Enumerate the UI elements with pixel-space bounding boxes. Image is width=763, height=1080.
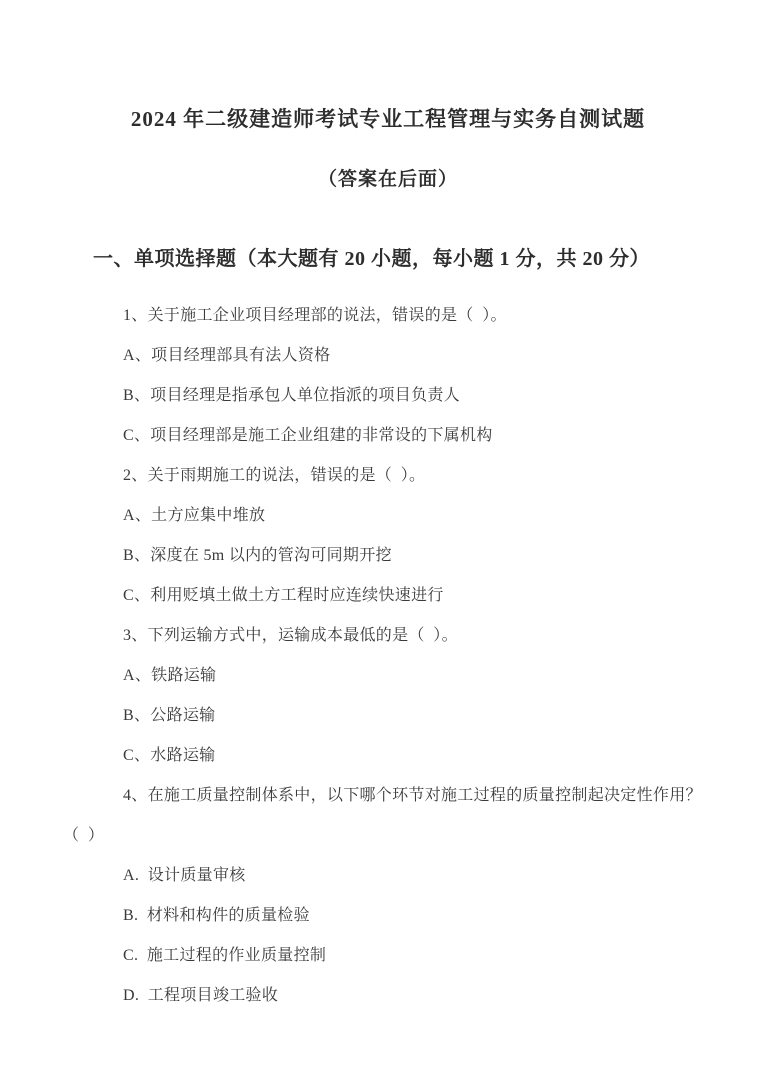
section-heading: 一、单项选择题（本大题有 20 小题，每小题 1 分，共 20 分）: [93, 248, 650, 270]
question-4-stem: 4、在施工质量控制体系中，以下哪个环节对施工过程的质量控制起决定性作用？: [123, 787, 702, 804]
question-4-stem-continuation: （ ）: [63, 827, 105, 844]
document-title: 2024 年二级建造师考试专业工程管理与实务自测试题: [130, 107, 646, 131]
question-1-option-b: B、项目经理是指承包人单位指派的项目负责人: [123, 387, 460, 404]
question-2-option-a: A、土方应集中堆放: [123, 507, 266, 524]
question-4-option-c: C. 施工过程的作业质量控制: [123, 947, 327, 964]
question-3-stem: 3、下列运输方式中，运输成本最低的是（ ）。: [123, 627, 458, 644]
question-2: [63, 468, 713, 604]
question-3: [63, 628, 713, 764]
question-2-stem: 2、关于雨期施工的说法，错误的是（ ）。: [123, 467, 426, 484]
document-subtitle: （答案在后面）: [317, 169, 458, 190]
question-4: [63, 788, 713, 1004]
question-2-option-c: C、利用贬填土做土方工程时应连续快速进行: [123, 587, 444, 604]
question-3-option-c: C、水路运输: [123, 747, 216, 764]
question-list: [63, 308, 713, 1004]
question-4-option-b: B. 材料和构件的质量检验: [123, 907, 310, 924]
question-1: [63, 308, 713, 444]
question-1-option-c: C、项目经理部是施工企业组建的非常设的下属机构: [123, 427, 493, 444]
question-1-option-a: A、项目经理部具有法人资格: [123, 347, 331, 364]
question-1-stem: 1、关于施工企业项目经理部的说法，错误的是（ ）。: [123, 307, 507, 324]
question-4-option-a: A. 设计质量审核: [123, 867, 246, 884]
question-3-option-a: A、铁路运输: [123, 667, 217, 684]
question-3-option-b: B、公路运输: [123, 707, 216, 724]
question-4-option-d: D. 工程项目竣工验收: [123, 987, 279, 1004]
question-2-option-b: B、深度在 5m 以内的管沟可同期开挖: [123, 547, 392, 564]
